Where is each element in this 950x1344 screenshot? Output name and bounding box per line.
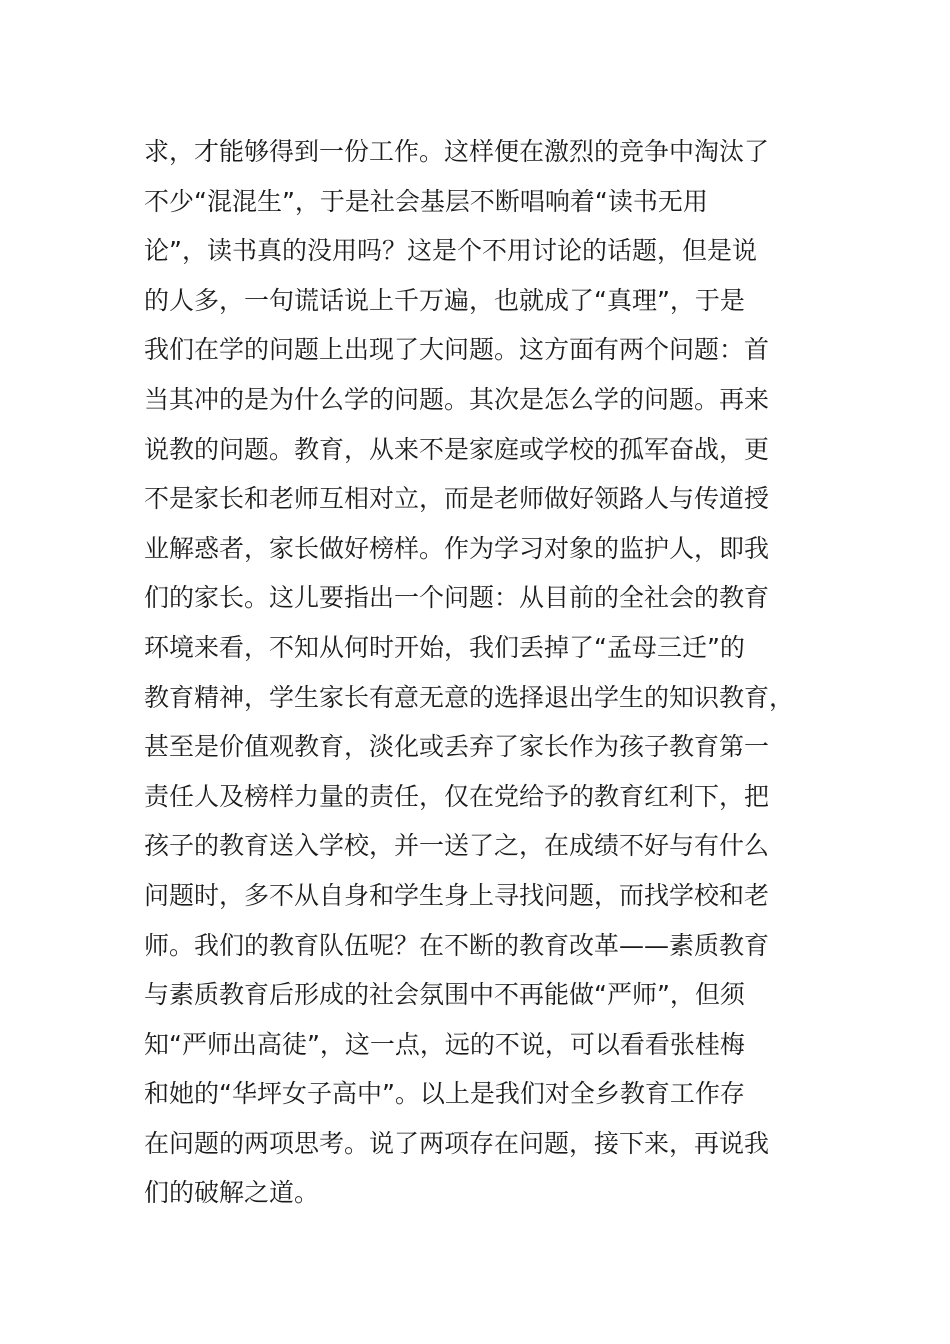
text-line: 责任人及榜样力量的责任，仅在党给予的教育红利下，把: [144, 781, 770, 811]
text-line: 和她的“华坪女子高中”。以上是我们对全乡教育工作存: [144, 1079, 745, 1109]
text-line: 在问题的两项思考。说了两项存在问题，接下来，再说我: [144, 1128, 770, 1158]
text-line: 不少“混混生”，于是社会基层不断唱响着“读书无用: [144, 186, 708, 216]
text-line: 论”，读书真的没用吗？这是个不用讨论的话题，但是说: [144, 236, 757, 266]
text-line: 们的家长。这儿要指出一个问题：从目前的全社会的教育: [144, 583, 770, 613]
text-line: 知“严师出高徒”，这一点，远的不说，可以看看张桂梅: [144, 1029, 745, 1059]
text-line: 师。我们的教育队伍呢？在不断的教育改革——素质教育: [144, 930, 770, 960]
text-line: 我们在学的问题上出现了大问题。这方面有两个问题：首: [144, 335, 770, 365]
text-line: 求，才能够得到一份工作。这样便在激烈的竞争中淘汰了: [144, 137, 770, 166]
text-line: 教育精神，学生家长有意无意的选择退出学生的知识教育，: [144, 682, 795, 712]
text-line: 孩子的教育送入学校，并一送了之，在成绩不好与有什么: [144, 831, 770, 861]
text-line: 说教的问题。教育，从来不是家庭或学校的孤军奋战，更: [144, 434, 770, 464]
text-line: 当其冲的是为什么学的问题。其次是怎么学的问题。再来: [144, 384, 770, 414]
body-text: [144, 127, 824, 1218]
text-line: 甚至是价值观教育，淡化或丢弃了家长作为孩子教育第一: [144, 732, 770, 762]
text-line: 与素质教育后形成的社会氛围中不再能做“严师”，但须: [144, 980, 745, 1010]
text-line: 的人多，一句谎话说上千万遍，也就成了“真理”，于是: [144, 285, 745, 315]
text-line: 不是家长和老师互相对立，而是老师做好领路人与传道授: [144, 484, 770, 514]
text-line: 业解惑者，家长做好榜样。作为学习对象的监护人，即我: [144, 533, 770, 563]
text-line: 问题时，多不从自身和学生身上寻找问题，而找学校和老: [144, 880, 770, 910]
text-line: 环境来看，不知从何时开始，我们丢掉了“孟母三迁”的: [144, 632, 745, 662]
text-line: 们的破解之道。: [144, 1178, 320, 1208]
